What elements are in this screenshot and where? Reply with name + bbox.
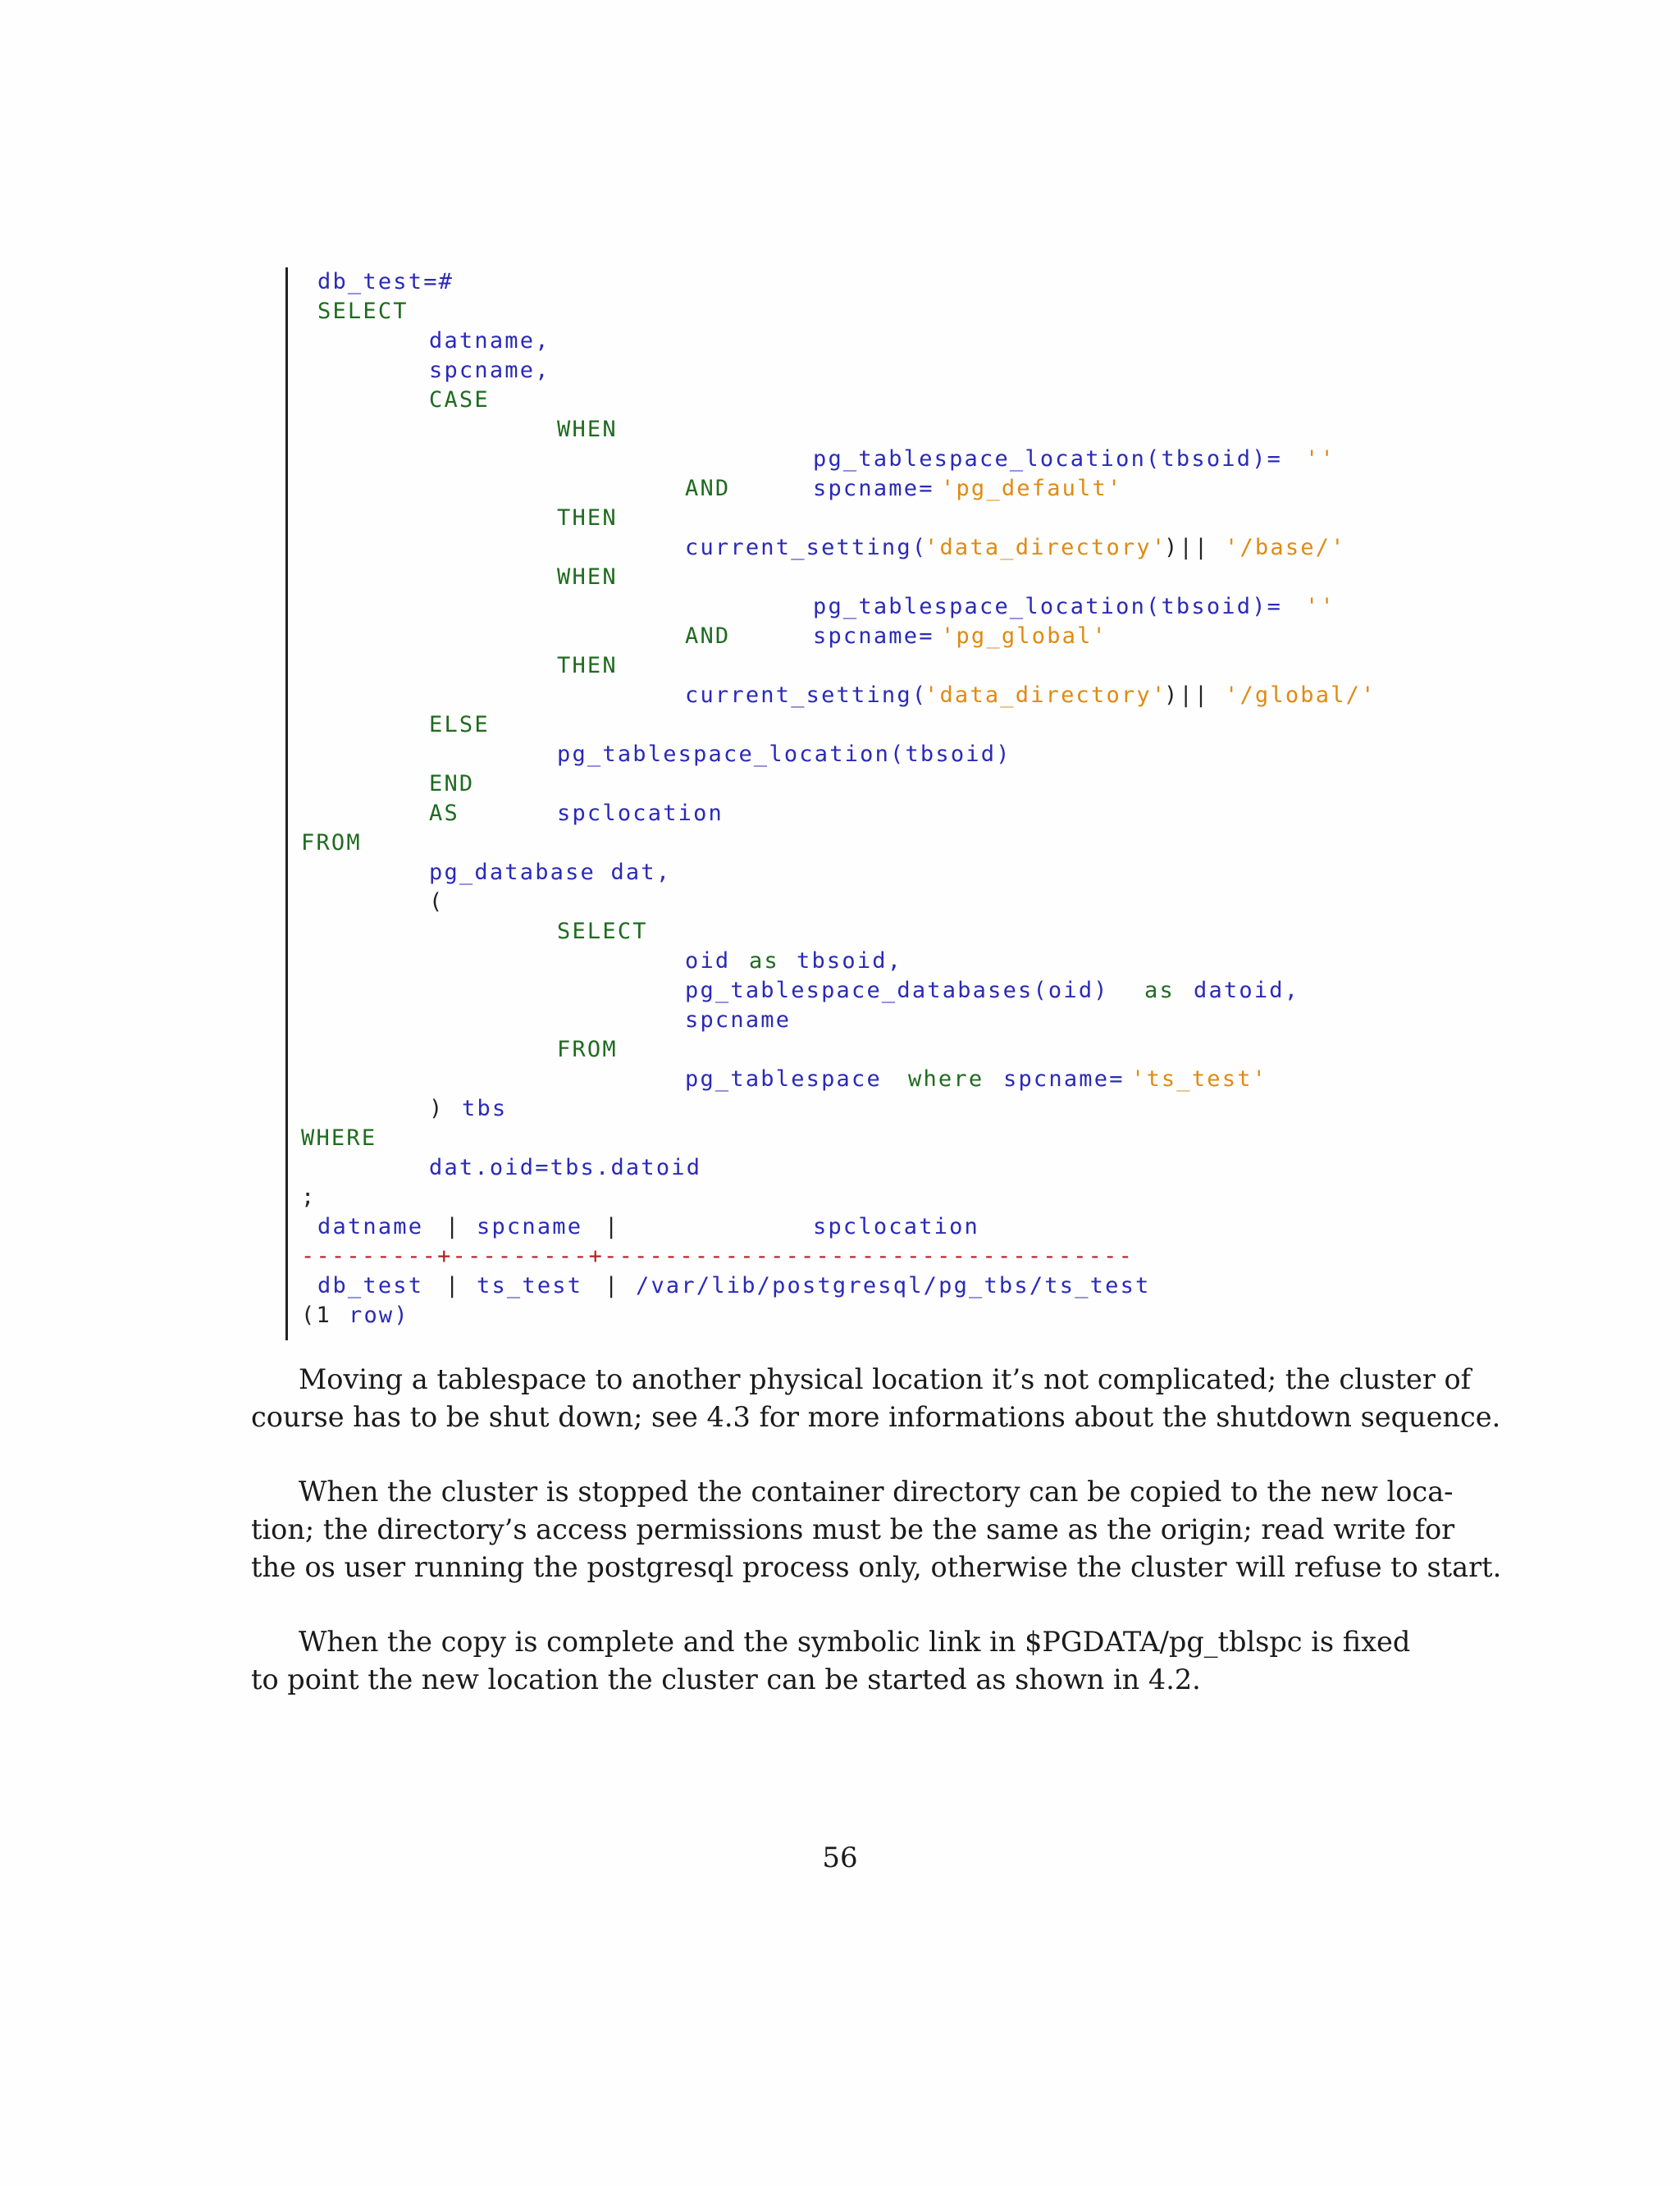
string-literal: 'pg_default' [941,476,1123,501]
code-line [288,769,475,799]
column-separator: | [605,1273,620,1298]
statement-terminator: ; [301,1184,317,1210]
psql-prompt: db_test=# [317,269,454,294]
string-literal: 'data_directory' [924,535,1167,560]
empty-string-literal: '' [1305,446,1335,472]
spcname-condition: spcname= [813,476,934,501]
when-keyword: WHEN [557,564,618,590]
code-line [288,622,1108,651]
rowcount-number: (1 [301,1303,331,1328]
then-keyword: THEN [557,653,618,678]
column-alias: spclocation [557,801,724,826]
subquery-column: pg_tablespace_databases(oid) [685,978,1109,1003]
result-datname: db_test [317,1273,424,1298]
string-literal: '/global/' [1225,682,1376,708]
else-keyword: ELSE [429,712,490,737]
from-table: pg_database dat, [429,860,672,885]
as-keyword: AS [429,801,459,826]
result-separator-row [288,1242,1134,1271]
string-literal: 'ts_test' [1131,1066,1268,1092]
string-literal: '/base/' [1225,535,1346,560]
paragraph-line: to point the new location the cluster can be started as shown in 4.2. [251,1663,1201,1695]
code-line [288,651,618,681]
paragraph-line: When the copy is complete and the symbolic link in $PGDATA/pg_tblspc is fixed [299,1626,1411,1658]
code-line [288,474,1123,504]
code-line [288,947,903,976]
tablespace-location-call: pg_tablespace_location(tbsoid) [557,742,1011,767]
code-line [288,710,490,740]
body-paragraph [251,1473,1502,1586]
subquery-from-keyword: FROM [557,1037,618,1062]
body-paragraph [251,1623,1429,1699]
code-line [288,267,454,297]
paragraph-line: the os user running the postgresql process only, otherwise the cluster will refuse to start. [251,1551,1502,1583]
code-line [288,415,618,445]
datname-column: datname, [429,328,550,354]
where-keyword: where [908,1066,984,1092]
subquery-table: pg_tablespace [685,1066,882,1092]
code-line [288,917,648,947]
result-header-datname: datname [317,1214,424,1239]
code-line [288,1124,379,1153]
tablespace-location-call: pg_tablespace_location(tbsoid)= [813,594,1283,619]
code-line [288,976,1300,1006]
subquery-column: spcname [685,1007,792,1033]
code-line [288,1153,702,1183]
spcname-condition: spcname= [1003,1066,1125,1092]
result-separator: ---------+---------+----------------------------------- [301,1244,1134,1269]
current-setting-call: current_setting( [685,682,928,708]
sql-code-listing [285,267,1436,1340]
spcname-column: spcname, [429,358,550,383]
code-line [288,888,445,917]
code-line [288,297,409,326]
column-separator: | [605,1214,620,1239]
when-keyword: WHEN [557,417,618,442]
code-line [288,386,490,415]
close-paren: ) [429,1096,445,1121]
code-line [288,356,550,386]
and-keyword: AND [685,623,731,649]
current-setting-call: current_setting( [685,535,928,560]
result-spclocation: /var/lib/postgresql/pg_tbs/ts_test [636,1273,1151,1298]
and-keyword: AND [685,476,731,501]
code-line [288,533,1346,563]
concat-operator: )|| [1164,682,1210,708]
from-keyword: FROM [301,830,362,856]
paragraph-line: course has to be shut down; see 4.3 for more informations about the shutdown sequence. [251,1401,1501,1433]
join-condition: dat.oid=tbs.datoid [429,1155,702,1180]
result-header-spcname: spcname [477,1214,583,1239]
open-paren: ( [429,889,445,915]
code-line [288,563,618,592]
subquery-column: oid [685,948,731,974]
code-line [288,1065,1268,1094]
column-separator: | [445,1214,461,1239]
code-line [288,799,724,828]
code-line [288,1183,379,1212]
code-line [288,1035,618,1065]
code-line [288,828,379,858]
empty-string-literal: '' [1305,594,1335,619]
string-literal: 'pg_global' [941,623,1108,649]
code-line [288,740,1011,769]
case-keyword: CASE [429,387,490,413]
body-paragraph [251,1361,1501,1436]
spcname-condition: spcname= [813,623,934,649]
code-line [288,504,618,533]
paragraph-line: When the cluster is stopped the container directory can be copied to the new loca- [299,1476,1454,1508]
page-number: 56 [822,1841,858,1874]
code-line [288,681,1376,710]
as-keyword: as [749,948,779,974]
column-alias: datoid, [1194,978,1300,1003]
end-keyword: END [429,771,475,796]
code-line [288,326,550,356]
code-line [288,445,1335,474]
result-spcname: ts_test [477,1273,583,1298]
column-alias: tbsoid, [797,948,903,974]
paragraph-line: Moving a tablespace to another physical location it’s not complicated; the cluster of [299,1363,1472,1395]
result-rowcount [288,1301,409,1330]
code-line [288,592,1335,622]
result-header-spclocation: spclocation [813,1214,980,1239]
result-data-row [288,1271,1151,1301]
concat-operator: )|| [1164,535,1210,560]
subquery-alias: tbs [462,1096,508,1121]
paragraph-line: tion; the directory’s access permissions must be the same as the origin; read write for [251,1513,1455,1545]
as-keyword: as [1144,978,1175,1003]
tablespace-location-call: pg_tablespace_location(tbsoid)= [813,446,1283,472]
select-keyword: SELECT [317,299,409,324]
column-separator: | [445,1273,461,1298]
then-keyword: THEN [557,505,618,531]
code-line [288,1094,508,1124]
where-keyword: WHERE [301,1125,377,1151]
subquery-select-keyword: SELECT [557,919,648,944]
rowcount-label: row) [349,1303,409,1328]
code-line [288,858,672,888]
code-line [288,1006,792,1035]
result-header-row [288,1212,980,1242]
string-literal: 'data_directory' [924,682,1167,708]
